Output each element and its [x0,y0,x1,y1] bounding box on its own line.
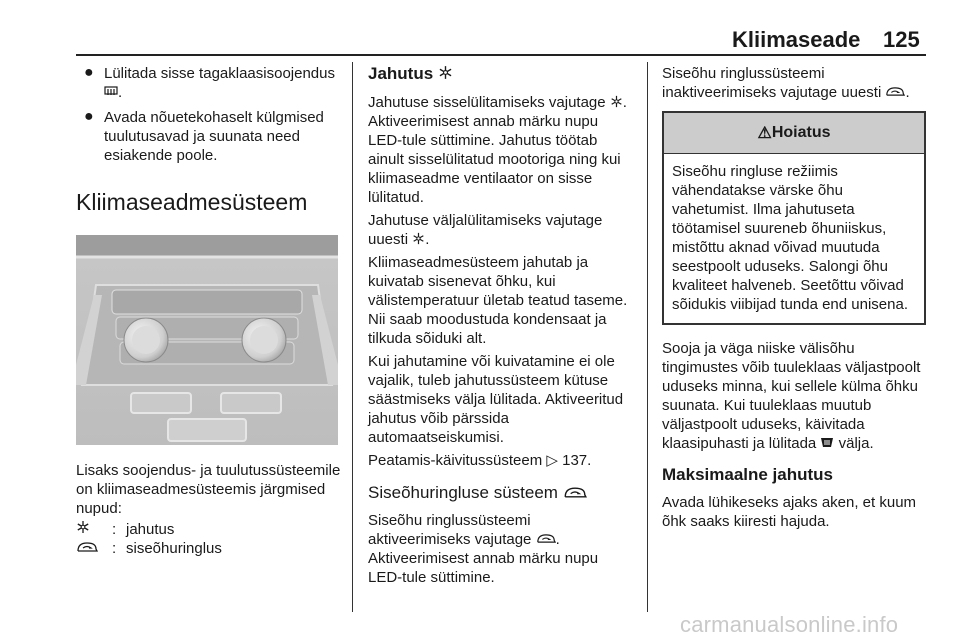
snowflake-icon [610,95,623,108]
list-item: ● Lülitada sisse tagaklaasisoojendus . [84,64,335,101]
column-divider [647,62,648,612]
warning-icon: ⚠ [757,125,772,142]
page-reference-icon: ▷ [546,452,558,469]
column-3: Siseõhu ringlussüsteemi inaktiveerimiseks vajutage uuesti . ⚠ Hoiatus Siseõhu ringluse režiimis vähendatakse värske õhu vahetumist. Ilma jahutuseta töötamisel suureneb õhuniiskus, mistõttu aknad võivad muutuda seestpoolt uduseks. Salongi õhu kvaliteet halveneb. Seetõttu võivad sõidukis viibijad tunda end unisena. Sooja ja väga niiske välisõhu tingimustes võib tuuleklaas väljastpoolt uduseks minna, kui sellele külma õhku suunata. Kui tuuleklaas muutub väljastpoolt uduseks, käivitada klaasipuhasti ja lülitada välja. Maksimaalne jahutus Avada lühikeseks ajaks aken, et kuum õhk saaks kiiresti hajuda. [662,64,926,531]
windscreen-heater-icon [820,436,834,449]
recirculation-icon [563,486,587,499]
snowflake-icon [412,232,425,245]
cooling-heading: Jahutus [368,64,636,84]
definition-row: : jahutus [76,520,341,539]
list-item: ● Avada nõuetekohaselt külgmised tuulutusavad ja suunata need esiakende poole. [84,108,324,164]
rear-defrost-icon [104,86,118,98]
recirculation-icon [76,541,98,553]
warning-header: ⚠ Hoiatus [664,113,924,154]
max-cooling-heading: Maksimaalne jahutus [662,465,834,484]
column-1: ● Lülitada sisse tagaklaasisoojendus . ● Avada nõuetekohaselt külgmised tuulutusavad ja suunata need esiakende poole. Kliimaseadmesüsteem Lisaks soojendus- ja tuulutussüsteemile on kliimaseadmesüsteemis järgmised nupud: : jahutus : siseõhuringlus [76,64,341,557]
recirculation-heading: Siseõhuringluse süsteem [368,483,636,503]
page-title: Kliimaseade [732,27,861,52]
warning-box: ⚠ Hoiatus Siseõhu ringluse režiimis vähendatakse värske õhu vahetumist. Ilma jahutuseta töötamisel suureneb õhuniiskus, mistõttu aknad võivad muutuda seestpoolt uduseks. Salongi õhu kvaliteet halveneb. Seetõttu võivad sõidukis viibijad tunda end unisena. [662,111,926,325]
column-2: Jahutus Jahutuse sisselülitamiseks vajutage . Aktiveerimisest annab märku nupu LED-tule süttimine. Jahutus töötab ainult sisselülitatud mootoriga ning kui kliimaseadme ventilaator on sisse lülitatud. Jahutuse väljalülitamiseks vajutage uuesti . Kliimaseadmesüsteem jahutab ja kuivatab sisenevat õhku, kui välistemperatuur ületab teatud taseme. Nii saab moodustuda kondensaat ja tilkuda sõiduki alt. Kui jahutamine või kuivatamine ei ole vajalik, tuleb jahutussüsteem kütuse säästmiseks välja lülitada. Aktiveeritud jahutus võib pärssida automaatseiskumisi. Peatamis-käivitussüsteem ▷ 137. Siseõhuringluse süsteem Siseõhu ringlussüsteemi aktiveerimiseks vajutage . Aktiveerimisest annab märku nupu LED-tule süttimine. [368,64,636,587]
recirculation-icon [536,533,556,544]
column-divider [352,62,353,612]
snowflake-icon [438,65,453,80]
definition-row: : siseõhuringlus [76,539,341,558]
header-rule [76,54,926,56]
snowflake-icon [76,520,90,534]
section-title: Kliimaseadmesüsteem [76,189,308,215]
climate-control-panel-photo [76,235,338,445]
recirculation-icon [885,86,905,97]
watermark: carmanualsonline.info [680,612,899,637]
page-number: 125 [883,27,920,52]
